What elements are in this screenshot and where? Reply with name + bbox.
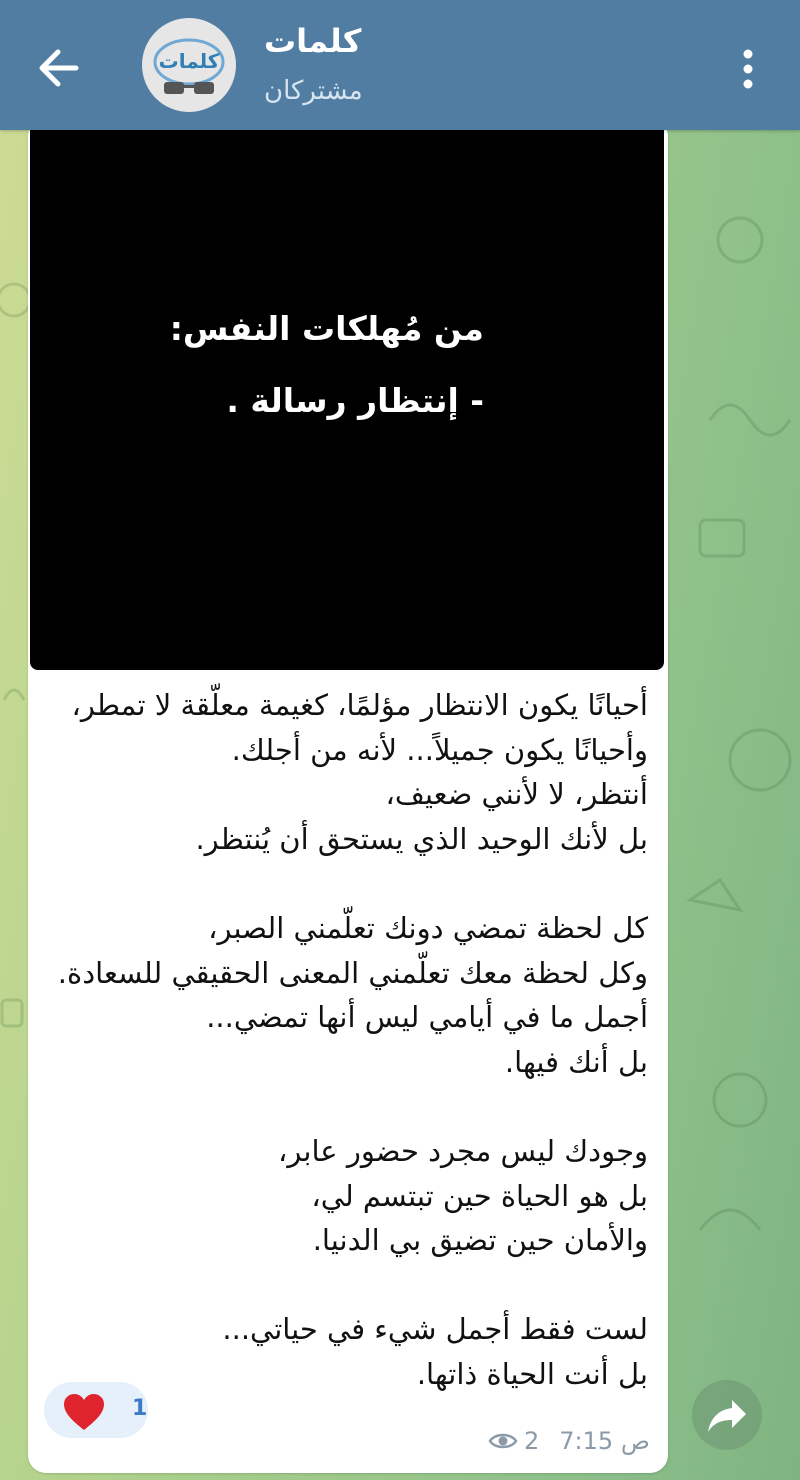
caption-line: بل أنك فيها.	[504, 1044, 648, 1079]
share-arrow-icon	[692, 1380, 762, 1450]
share-button[interactable]	[692, 1380, 762, 1450]
caption-line: وكل لحظة معك تعلّمني المعنى الحقيقي للسعادة.	[57, 955, 648, 990]
caption-line: أجمل ما في أيامي ليس أنها تمضي...	[206, 1000, 648, 1035]
post-caption	[38, 683, 648, 1397]
heart-icon	[62, 1392, 106, 1432]
logo-text: كلمات	[158, 49, 220, 73]
subscriber-count: مشتركان	[264, 76, 363, 106]
heart-reaction-button[interactable]	[44, 1382, 148, 1438]
caption-line: والأمان حين تضيق بي الدنيا.	[312, 1223, 648, 1258]
caption-line: بل لأنك الوحيد الذي يستحق أن يُنتظر.	[195, 821, 648, 856]
caption-spacer	[38, 1084, 648, 1129]
message-bubble	[28, 118, 668, 1473]
post-image[interactable]	[30, 118, 664, 670]
chat-header	[0, 0, 800, 130]
channel-logo	[142, 18, 236, 112]
back-button[interactable]	[30, 40, 90, 96]
kebab-menu-icon	[728, 44, 768, 94]
caption-line: أنتظر، لا لأنني ضعيف،	[385, 777, 648, 812]
reaction-count: 1	[132, 1396, 148, 1421]
caption-line: لست فقط أجمل شيء في حياتي...	[222, 1312, 648, 1347]
caption-line: أحيانًا يكون الانتظار مؤلمًا، كغيمة معلّقة لا تمطر،	[71, 688, 648, 722]
caption-line: بل هو الحياة حين تبتسم لي،	[311, 1178, 648, 1213]
caption-line: بل أنت الحياة ذاتها.	[416, 1356, 648, 1391]
eye-icon	[488, 1430, 518, 1452]
message-time: 7:15 ص	[559, 1427, 650, 1455]
caption-spacer	[38, 861, 648, 906]
channel-avatar[interactable]	[142, 18, 236, 112]
post-image-text: من مُهلكات النفس: - إنتظار رسالة .	[169, 309, 484, 420]
caption-spacer	[38, 1263, 648, 1308]
channel-title[interactable]: كلمات	[264, 22, 362, 60]
caption-line: وأحيانًا يكون جميلاً... لأنه من أجلك.	[231, 732, 648, 767]
caption-line: كل لحظة تمضي دونك تعلّمني الصبر،	[208, 910, 648, 945]
message-meta	[488, 1424, 650, 1458]
arrow-left-icon	[30, 40, 90, 96]
caption-line: وجودك ليس مجرد حضور عابر،	[278, 1133, 648, 1168]
more-options-button[interactable]	[728, 44, 768, 94]
view-count: 2	[524, 1427, 540, 1455]
